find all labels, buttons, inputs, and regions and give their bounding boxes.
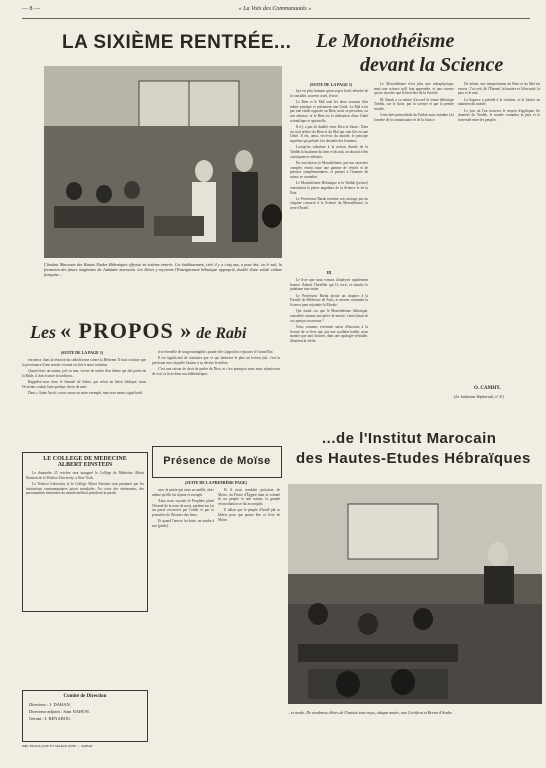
paragraph: Le Professeur Baruk termine son ouvrage par un chapitre consacré à la Science du Monothéisme, la terre d'Israël. bbox=[290, 196, 368, 211]
monotheisme-signature-sub: (Le Judaïsme Sépharadi, n° 8.) bbox=[454, 394, 504, 399]
paragraph: rive éternelle de songe intangible, quand elle s'approche à épouser le Grand Roi. bbox=[158, 350, 274, 354]
paragraph: Le Monothéisme n'est plus une métaphysique, mais une science qu'il faut apprendre, et une science qui ne cherche que le bien-être de la Société. bbox=[374, 82, 454, 96]
institut-title-line1: ...de l'Institut Marocain bbox=[322, 430, 497, 447]
moise-title-box bbox=[152, 446, 282, 478]
paragraph: avec la patrie qui nous accueillit, alors même qu'elle fut injuste et aveugle. bbox=[152, 488, 214, 497]
paragraph: Il n'y a pas de dualité entre Dieu et Satan : Dieu est seul arbitre du Bien et du Mal qui sont liés en une Unité. Il est, ainsi, vis-à-vis du monde, le principe suprême qui préside à la destinée des hommes. bbox=[290, 124, 368, 144]
propos-title-les: Les bbox=[30, 322, 56, 342]
classroom-illustration bbox=[44, 66, 282, 258]
paragraph: M. Baruk a su mettre d'accord le terme hébraïque Tsédek, sur le Juste, par la science et par la pensée morale. bbox=[374, 97, 454, 112]
paragraph: La Sagesse a présidé à la création, et la Justice au maintien du monde. bbox=[458, 97, 540, 107]
comite-member: Gérant : I. BENABOU. bbox=[29, 716, 72, 721]
propos-continued: (SUITE DE LA PAGE 1) bbox=[60, 350, 104, 355]
propos-col1 bbox=[22, 358, 146, 448]
propos-title-de: de Rabi bbox=[196, 325, 247, 342]
monotheisme-signature: O. CAMHY. bbox=[474, 386, 501, 391]
propos-title-main: « PROPOS » bbox=[60, 318, 193, 343]
propos-title bbox=[30, 318, 280, 344]
paragraph: Il est significatif de constater que ce qui intéresse le plus un lecteur juif, c'est la précision avec laquelle l'auteur a su décrire le milieu. bbox=[152, 356, 280, 365]
monotheisme-col1 bbox=[290, 89, 368, 267]
paragraph: Le Monothéisme Hébraïque et la Tsédek (justice) constituent la pierre angulaire de la Science et de la Paix. bbox=[290, 181, 368, 195]
paragraph: existence, dans la réaction du catholicisme contre la Réforme. Il faut conclure que la persistance d'une morale vivante est liée à notre tradition. bbox=[22, 358, 146, 367]
comite-member: Directeur : J. DAHAN. bbox=[29, 702, 71, 707]
journal-name: « La Voix des Communautés » bbox=[238, 6, 312, 12]
paragraph: De même, une interprétation du Bien et du Mal est exacte : J'ai créé, dit l'Éternel, la lumière et l'obscurité, la paix et le mal. bbox=[458, 82, 540, 96]
einstein-title-line1: LE COLLEGE DE MEDECINE bbox=[43, 456, 127, 462]
sixieme-caption: L'Institut Marocain des Hautes Etudes Hébraïques effectue sa sixième rentrée. Cet établissement, créé il y a cinq ans, a pour but, on le sait, la formation des futurs magistrats du Judaïsme marocain. Les élèves y reçoivent l'Enseignement hébraïque approprié, doublé d'une solide culture française... bbox=[44, 262, 282, 277]
paragraph: Quand donc un auteur, juif ou non, s'avise de traiter d'un thème qui fait partie de la Bible, il doit écouter la tradition... bbox=[22, 368, 146, 378]
running-head bbox=[22, 6, 530, 19]
paragraph: Nous sommes vivement saisis d'émotion à la lecture de ce livre qui, par une synthèse habile, nous montre que tant d'autres, dans une apologie véritable, illustrent la vérité. bbox=[290, 324, 368, 343]
monotheisme-continued: (SUITE DE LA PAGE 1) bbox=[309, 82, 353, 87]
institut-title-line2: des Hautes-Etudes Hébraïques bbox=[296, 450, 531, 467]
moise-col2 bbox=[218, 488, 280, 750]
paragraph: C'est une raison de droit de parler de Dieu, et c'est pourquoi nous nous réjouissons de voir ce livre dans nos bibliothèques. bbox=[152, 367, 280, 376]
paragraph: Cette idée primordiale du Tsédek nous entraîne à la lumière de la connaissance et de la Justice. bbox=[374, 113, 454, 122]
paragraph: Le Bien et le Mal sont les deux versants d'un même principe et présentent une Unité. Le Mal n'est pas une entité opposée au Bien, mais sa privation, ou son absence, et le Bien est la réalisation d'une Unité scientifique et spirituelle. bbox=[290, 99, 368, 123]
paragraph: La Yeshiva University et le Collège Albert Einstein sont parrainés par les institutions communautaires juives mondiales. Au cours des cérémonies, des personnalités éminentes du monde médical prendront la parole. bbox=[26, 481, 144, 496]
comite-title: Comité de Direction bbox=[63, 694, 107, 699]
einstein-title-line2: ALBERT EINSTEIN bbox=[57, 462, 113, 468]
monotheisme-col2 bbox=[290, 278, 368, 406]
moise-continued: (SUITE DE LA PREMIÈRE PAGE) bbox=[185, 480, 247, 485]
sixieme-title: LA SIXIÈME RENTRÉE... bbox=[62, 32, 292, 53]
monotheisme-title-line2: devant la Science bbox=[360, 54, 504, 76]
paragraph: Le Professeur Baruk ajoute un chapitre à la Faculté de Médecine de Paris, et montre comment la Science peut rejoindre la Morale. bbox=[290, 293, 368, 308]
moise-title: Présence de Moïse bbox=[163, 455, 271, 467]
paragraph: Il fallait que le peuple d'Israël pût se libérer pour que puisse être ce livre de Moïse. bbox=[218, 508, 280, 522]
paragraph: Et il nous semblait qu'autour de Moïse, du Prince d'Égypte dont la volonté fit un peuple et une nation, la grande réconciliation se fût accomplie. bbox=[218, 488, 280, 507]
imprint: IMP. FRANÇAISE ET MAROCAINE — RABAT bbox=[22, 744, 93, 748]
classroom-photo bbox=[44, 66, 282, 258]
einstein-box bbox=[22, 452, 148, 612]
paragraph: Le jour où l'on trouvera le moyen d'appliquer les données du Tsédek, le monde connaîtra la paix et la fraternité entre les peuples. bbox=[458, 108, 540, 122]
paragraph: bye est plus humain qu'un esprit froid, détaché de la causalité, souvent cruel, féroce. bbox=[290, 89, 368, 98]
paragraph: Rappelez-vous donc le Samuel de Sabra, qui créait un héros biblique, mais l'écrivain voulait faire quelque chose de neuf. bbox=[22, 379, 146, 389]
comite-member: Directeur-adjoint : Sam NAHON. bbox=[29, 709, 90, 714]
paragraph: Et quand l'œuvre fut brise, on tombe à nos [pieds]. bbox=[152, 519, 214, 528]
paragraph: Dans « Saint-Jacob » nous avons un autre exemple, mais non moins significatif. bbox=[28, 390, 143, 395]
institut-photo bbox=[288, 484, 542, 704]
page-number: — 8 — bbox=[22, 6, 40, 12]
monotheisme-title-line1: Le Monothéisme bbox=[316, 30, 455, 52]
institut-caption: ...et arabe. De nombreux élèves de l'Institut sont reçus, chaque année, aux Certificat et Brevet d'Arabe. bbox=[288, 710, 453, 715]
lecture-illustration bbox=[288, 484, 542, 704]
paragraph: Lorsqu'on substitue à la notion d'unité de la Tsédek la dualisme du bien et du mal, on aboutit à des conséquences néfastes. bbox=[290, 145, 368, 159]
paragraph: Qui aurait cru que le Monothéisme hébraïque, considéré comme une pièce de musée, s'enrichirait de ces aperçus nouveaux ? bbox=[290, 309, 368, 323]
comite-box bbox=[22, 690, 148, 742]
paragraph: Le dimanche 25 octobre sera inauguré le Collège de Médecine Albert Einstein de la Yeshiva University, à New-York. bbox=[26, 471, 144, 480]
paragraph: En conclusion, le Monothéisme, par son caractère complet, réunit toute une gamme de vérités et de pensées complémentaires, et permet à l'homme de mieux se connaître. bbox=[290, 160, 368, 179]
paragraph: Ainsi nous voyions le Prophète plané l'éternel de la terre de mort, perdant sur lui un passé recouvert par l'oubli et par la poussière de l'histoire des lieux. bbox=[152, 498, 214, 518]
moise-col1 bbox=[152, 488, 214, 750]
monotheisme-col3 bbox=[374, 82, 454, 404]
monotheisme-section-number: III bbox=[326, 270, 332, 275]
paragraph: Le livre que nous venons d'analyser rapidement honore d'abord l'Israélite qui l'a écrit, et ensuite le judaïsme tout entier. bbox=[290, 278, 368, 292]
propos-col2 bbox=[152, 350, 280, 440]
monotheisme-col4 bbox=[458, 82, 540, 382]
einstein-body bbox=[26, 471, 144, 607]
